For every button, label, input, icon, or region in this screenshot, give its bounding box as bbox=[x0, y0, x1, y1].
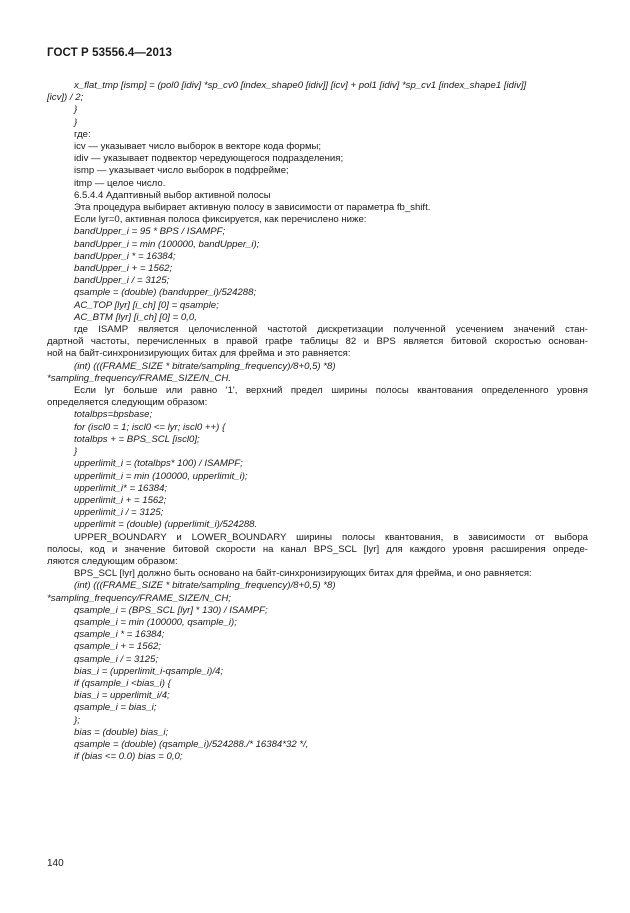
text-line: qsample_i + = 1562; bbox=[74, 641, 161, 653]
text-line: } bbox=[74, 446, 78, 458]
text-line: }; bbox=[74, 714, 80, 726]
text-line: bandUpper_i / = 3125; bbox=[74, 275, 170, 287]
text-line: (int) (((FRAME_SIZE * bitrate/sampling_frequency)/8+0,5) *8) bbox=[74, 360, 336, 372]
text-line: где ISAMP является целочисленной частотой дискретизации полученной усечением значений стан- bbox=[74, 324, 588, 336]
text-line: (int) (((FRAME_SIZE * bitrate/sampling_frequency)/8+0,5) *8) bbox=[74, 580, 336, 592]
text-line: upperlimit_i + = 1562; bbox=[74, 494, 167, 506]
text-line: if (bias <= 0.0) bias = 0,0; bbox=[74, 751, 183, 763]
text-line: дартной частоты, перечисленных в правой графе таблицы 82 и BPS является битовой скоростью основан- bbox=[47, 336, 588, 348]
text-line: if (qsample_i <bias_i) { bbox=[74, 677, 171, 689]
text-line: bias_i = (upperlimit_i-qsample_i)/4; bbox=[74, 665, 224, 677]
text-line: upperlimit_i / = 3125; bbox=[74, 507, 164, 519]
text-line: определяется следующим образом: bbox=[47, 397, 208, 409]
text-line: BPS_SCL [lyr] должно быть основано на байт-синхронизирующих битах для фрейма, и оно равняется: bbox=[74, 568, 532, 580]
document-header: ГОСТ Р 53556.4—2013 bbox=[47, 47, 172, 59]
text-line: totalbps=bpsbase; bbox=[74, 409, 153, 421]
text-line: upperlimit_i* = 16384; bbox=[74, 482, 168, 494]
page-number: 140 bbox=[47, 858, 64, 869]
text-line: qsample = (double) (qsample_i)/524288./* 16384*32 */, bbox=[74, 738, 309, 750]
text-line: bias_i = upperlimit_i/4; bbox=[74, 690, 170, 702]
text-line: qsample = (double) (bandupper_i)/524288; bbox=[74, 287, 257, 299]
text-line: ismp — указывает число выборок в подфрейме; bbox=[74, 165, 289, 177]
text-line: bandUpper_i = min (100000, bandUpper_i); bbox=[74, 238, 260, 250]
document-body bbox=[47, 80, 588, 763]
text-line: [icv]) / 2; bbox=[47, 92, 84, 104]
text-line: qsample_i = min (100000, qsample_i); bbox=[74, 616, 237, 628]
text-line: ной на байт-синхронизирующих битах для фрейма и это равняется: bbox=[47, 348, 351, 360]
text-line: qsample_i * = 16384; bbox=[74, 629, 165, 641]
text-line: for (iscl0 = 1; iscl0 <= lyr; iscl0 ++) { bbox=[74, 421, 226, 433]
text-line: qsample_i / = 3125; bbox=[74, 653, 159, 665]
text-line: bandUpper_i = 95 * BPS / ISAMPF; bbox=[74, 226, 226, 238]
text-line: ляются следующим образом: bbox=[47, 555, 178, 567]
text-line: UPPER_BOUNDARY и LOWER_BOUNDARY ширины полосы квантования, в зависимости от выбора bbox=[74, 531, 588, 543]
text-line: Если lyr=0, активная полоса фиксируется, как перечислено ниже: bbox=[74, 214, 367, 226]
text-line: bandUpper_i * = 16384; bbox=[74, 250, 176, 262]
text-line: где: bbox=[74, 128, 91, 140]
text-line: bandUpper_i + = 1562; bbox=[74, 263, 173, 275]
text-line: AC_TOP [lyr] [i_ch] [0] = qsample; bbox=[74, 299, 219, 311]
text-line: x_flat_tmp [ismp] = (pol0 [idiv] *sp_cv0 [index_shape0 [idiv]] [icv] + pol1 [idiv] *sp_cv1 [index_shape1 [idiv]] bbox=[74, 80, 527, 91]
text-line: totalbps + = BPS_SCL [iscl0]; bbox=[74, 433, 200, 445]
text-line: } bbox=[74, 104, 78, 116]
text-line: upperlimit_i = (totalbps* 100) / ISAMPF; bbox=[74, 458, 243, 470]
text-line: itmp — целое число. bbox=[74, 177, 166, 189]
text-line: Эта процедура выбирает активную полосу в зависимости от параметра fb_shift. bbox=[74, 202, 431, 214]
text-line: полосы, код и значение битовой скорости на канал BPS_SCL [lyr] для каждого уровня расширения опреде- bbox=[47, 543, 588, 555]
text-line: qsample_i = bias_i; bbox=[74, 702, 157, 714]
text-line: Если lyr больше или равно '1', верхний предел ширины полосы квантования определенного уровня bbox=[74, 385, 588, 397]
text-line: qsample_i = (BPS_SCL [lyr] * 130) / ISAMPF; bbox=[74, 604, 268, 616]
text-line: bias = (double) bias_i; bbox=[74, 726, 169, 738]
text-line: } bbox=[74, 116, 78, 128]
text-line: *sampling_frequency/FRAME_SIZE/N_CH; bbox=[47, 592, 231, 604]
text-line: 6.5.4.4 Адаптивный выбор активной полосы bbox=[74, 189, 271, 201]
text-line: upperlimit = (double) (upperlimit_i)/524288. bbox=[74, 519, 258, 531]
text-line: *sampling_frequency/FRAME_SIZE/N_CH. bbox=[47, 372, 231, 384]
text-line: idiv — указывает подвектор чередующегося подразделения; bbox=[74, 153, 344, 165]
text-line: upperlimit_i = min (100000, upperlimit_i); bbox=[74, 470, 248, 482]
text-line: icv — указывает число выборок в векторе кода формы; bbox=[74, 141, 322, 153]
text-line: AC_BTM [lyr] [i_ch] [0] = 0,0, bbox=[74, 311, 197, 323]
